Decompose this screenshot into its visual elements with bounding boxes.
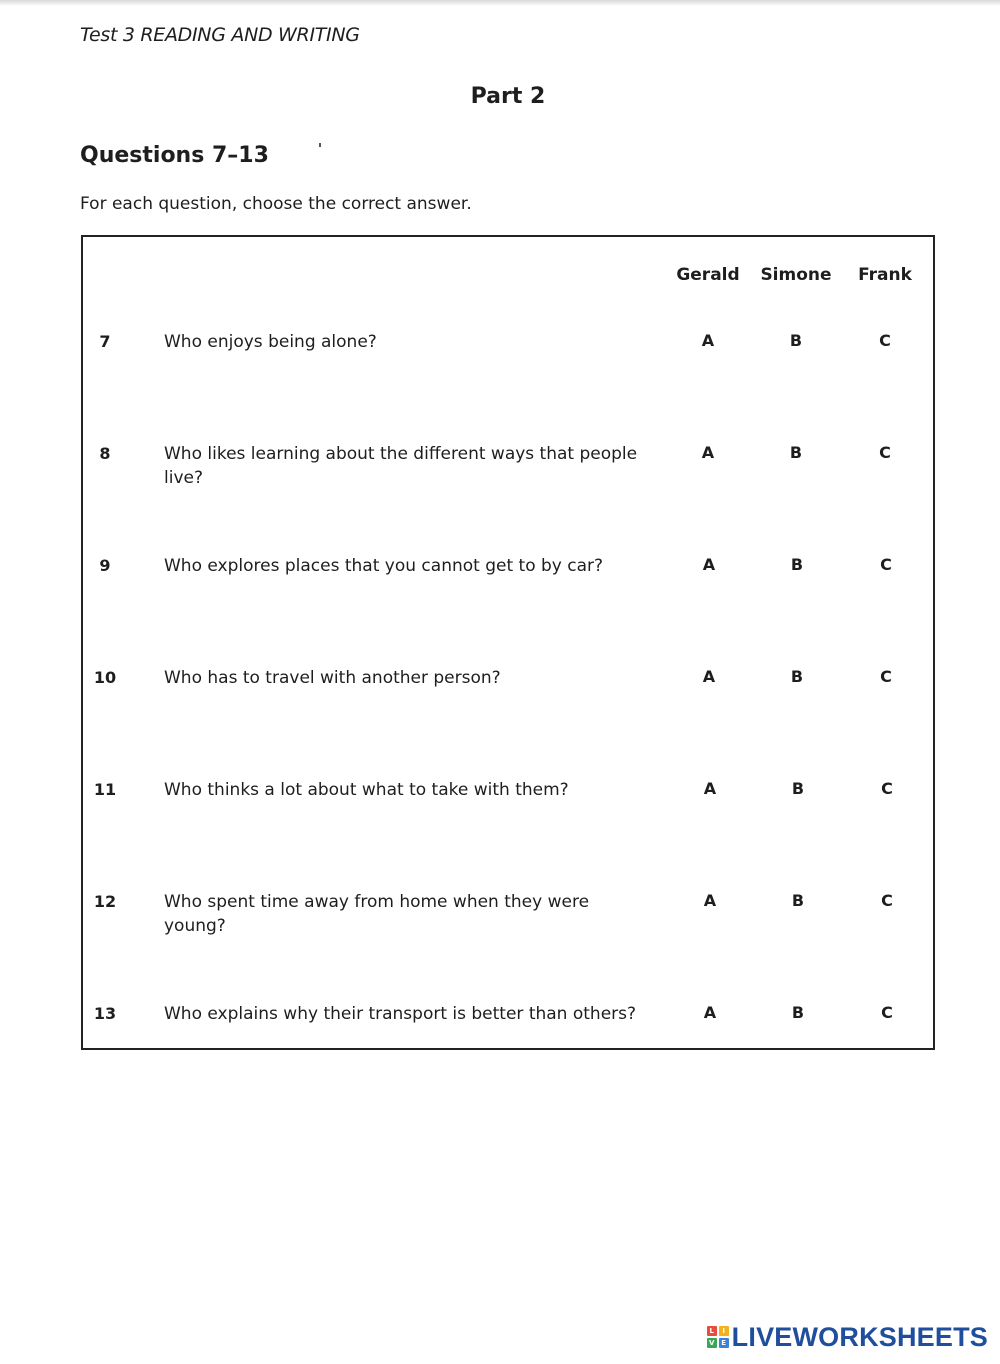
option-b[interactable]: B: [791, 891, 805, 910]
question-number: 12: [93, 892, 117, 911]
option-c[interactable]: C: [881, 1003, 893, 1022]
option-a[interactable]: A: [701, 331, 715, 350]
column-header-frank: Frank: [858, 265, 912, 285]
option-b[interactable]: B: [790, 555, 804, 574]
question-text: Who enjoys being alone?: [164, 332, 377, 352]
liveworksheets-logo: [707, 1322, 988, 1352]
question-number: 10: [93, 668, 117, 687]
question-text: Who explains why their transport is better than others?: [164, 1004, 637, 1024]
question-text: Who has to travel with another person?: [164, 668, 501, 688]
option-c[interactable]: C: [879, 443, 891, 462]
logo-letter-e: E: [719, 1338, 729, 1348]
option-a[interactable]: A: [703, 1003, 717, 1022]
question-number: 9: [99, 556, 111, 575]
option-b[interactable]: B: [791, 779, 805, 798]
option-a[interactable]: A: [701, 443, 715, 462]
option-c[interactable]: C: [880, 667, 892, 686]
option-a[interactable]: A: [702, 555, 716, 574]
option-b[interactable]: B: [789, 331, 803, 350]
question-text: Who spent time away from home when they were young?: [164, 892, 590, 936]
option-a[interactable]: A: [703, 891, 717, 910]
logo-text: LIVEWORKSHEETS: [731, 1321, 988, 1352]
option-b[interactable]: B: [791, 1003, 805, 1022]
logo-letter-l: L: [707, 1326, 717, 1336]
question-text: Who likes learning about the different ways that people live?: [164, 444, 638, 488]
scan-speck: [319, 143, 321, 147]
option-a[interactable]: A: [703, 779, 717, 798]
option-b[interactable]: B: [790, 667, 804, 686]
question-number: 11: [93, 780, 117, 799]
question-number: 7: [99, 332, 111, 351]
instructions: For each question, choose the correct answer.: [80, 194, 472, 214]
option-c[interactable]: C: [881, 779, 893, 798]
question-number: 8: [99, 444, 111, 463]
question-number: 13: [93, 1004, 117, 1023]
question-text: Who explores places that you cannot get to by car?: [164, 556, 604, 576]
option-c[interactable]: C: [879, 331, 891, 350]
scan-top-shadow: [0, 0, 1000, 6]
question-text: Who thinks a lot about what to take with them?: [164, 780, 569, 800]
logo-letter-i: I: [719, 1326, 729, 1336]
questions-title: Questions 7–13: [80, 143, 269, 168]
option-a[interactable]: A: [702, 667, 716, 686]
logo-grid-icon: [707, 1326, 729, 1348]
option-c[interactable]: C: [881, 891, 893, 910]
option-b[interactable]: B: [789, 443, 803, 462]
option-c[interactable]: C: [880, 555, 892, 574]
part-title: Part 2: [470, 84, 546, 109]
running-head: Test 3 READING AND WRITING: [80, 24, 360, 46]
column-header-simone: Simone: [760, 265, 832, 285]
column-header-gerald: Gerald: [676, 265, 740, 285]
logo-letter-v: V: [707, 1338, 717, 1348]
